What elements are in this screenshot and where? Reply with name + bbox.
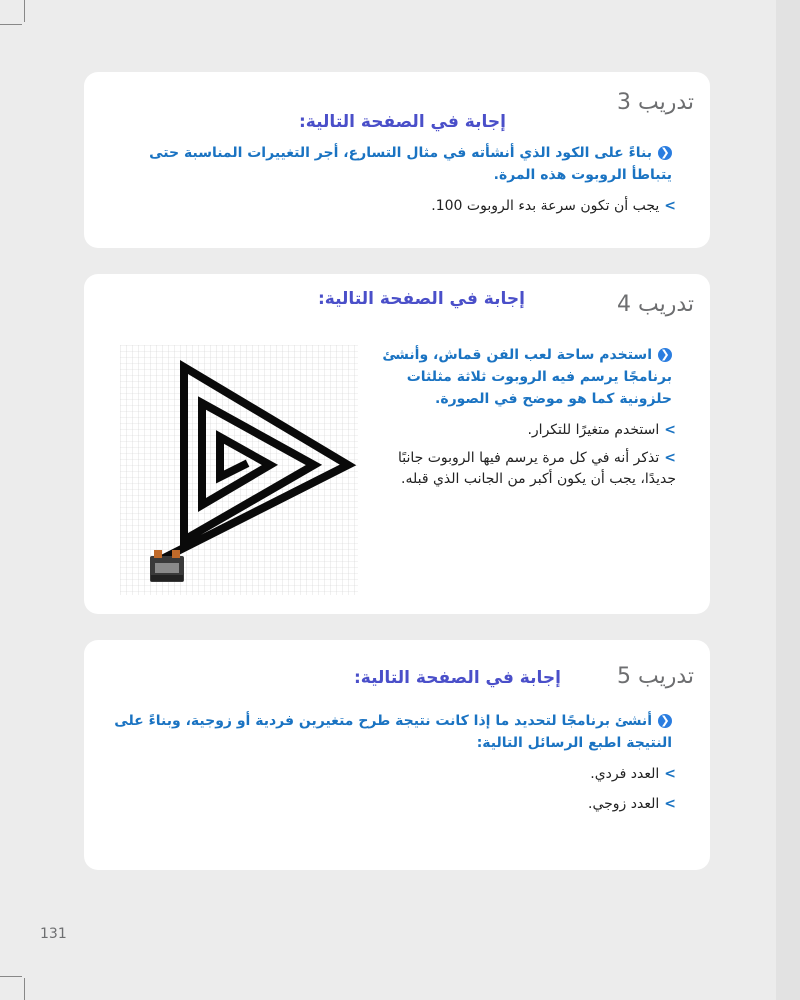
task-text [92,710,672,754]
chevron-circle-icon: ❮ [658,348,672,362]
exercise-title: تدريب 3 [616,90,694,115]
crop-mark [0,976,22,977]
task-text [112,142,672,186]
exercise-title: تدريب 5 [616,664,694,689]
page-edge [776,0,800,1000]
crop-mark [24,0,25,22]
list-item [276,764,676,785]
list-item [376,448,676,490]
task-label: استخدم ساحة لعب الفن قماش، وأنشئ برنامجًا يرسم فيه الروبوت ثلاثة مثلثات حلزونية كما هو موضح في الصورة. [382,347,672,407]
chevron-circle-icon: ❮ [658,714,672,728]
task-text [372,344,672,410]
crop-mark [24,978,25,1000]
arrow-left-icon: > [664,450,676,466]
spiral-triangles-drawing [120,345,358,595]
list-item [376,420,676,441]
list-item-label: تذكر أنه في كل مرة يرسم فيها الروبوت جانبًا جديدًا، يجب أن يكون أكبر من الجانب الذي قبله. [397,450,676,487]
answer-note: إجابة في الصفحة التالية: [354,668,561,688]
list-item [156,196,676,217]
exercise-5-card [84,640,710,870]
answer-note: إجابة في الصفحة التالية: [318,289,525,309]
list-item-label: العدد زوجي. [588,796,660,812]
list-item [276,794,676,815]
arrow-left-icon: > [664,198,676,214]
chevron-circle-icon: ❮ [658,146,672,160]
crop-mark [0,24,22,25]
arrow-left-icon: > [664,796,676,812]
list-item-label: استخدم متغيرًا للتكرار. [527,422,660,438]
list-item-label: العدد فردي. [590,766,660,782]
task-label: بناءً على الكود الذي أنشأته في مثال التسارع، أجر التغييرات المناسبة حتى يتباطأ الروبوت هذه المرة. [149,145,672,183]
task-label: أنشئ برنامجًا لتحديد ما إذا كانت نتيجة طرح متغيرين فردية أو زوجية، وبناءً على النتيجة اطبع الرسائل التالية: [114,713,672,751]
list-item-label: يجب أن تكون سرعة بدء الروبوت 100. [431,198,660,214]
page-number: 131 [40,926,67,942]
exercise-title: تدريب 4 [616,292,694,317]
arrow-left-icon: > [664,422,676,438]
spiral-triangles-image [120,345,358,595]
arrow-left-icon: > [664,766,676,782]
answer-note: إجابة في الصفحة التالية: [299,112,506,132]
exercise-3-card [84,72,710,248]
